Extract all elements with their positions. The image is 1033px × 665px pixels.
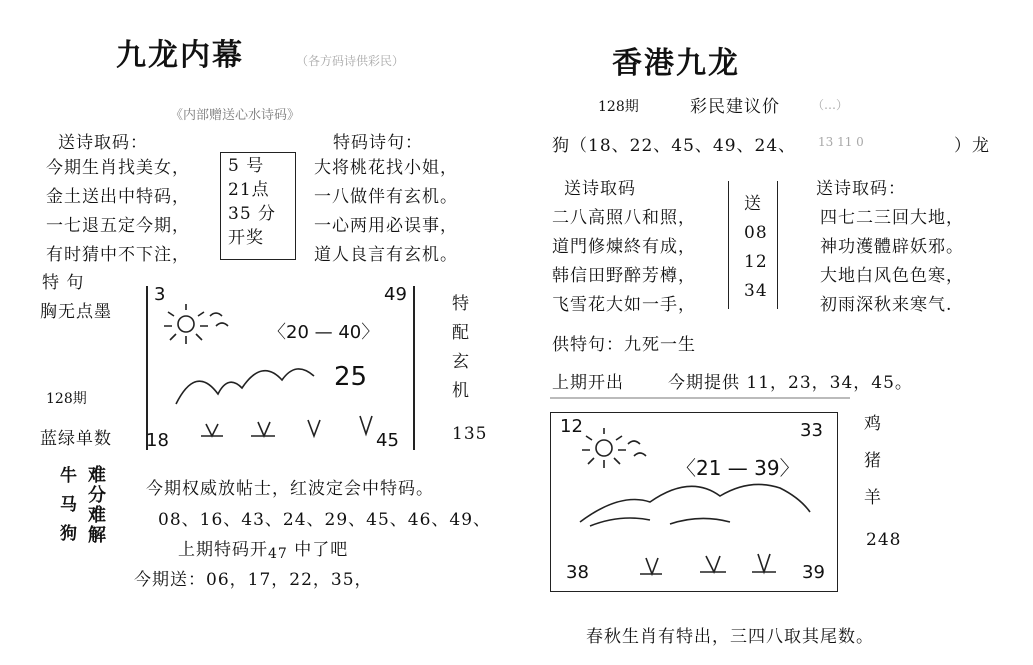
rdrawing-bottom-left-number: 38 [566,562,589,583]
time-number: 5 号 [228,156,265,176]
sun-icon [596,440,612,456]
difficulty-animals [60,462,77,549]
grass-icon [640,558,662,574]
internal-note: 《内部赠送心水诗码》 [170,108,301,123]
animal-ox: 牛 [60,466,77,486]
sun-rays-icon [164,304,208,344]
animal-dog: 狗 [60,524,77,544]
today-provide: 今期提供 11，23，34，45。 [668,373,913,393]
dog-line-faint: 13 11 0 [818,135,864,149]
rdrawing-bottom-right-number: 39 [802,562,825,583]
special-phrase: 供特句：九死一生 [552,335,696,355]
mountain-icon [580,484,810,522]
vertical-char: 机 [452,381,470,401]
difficulty-char: 难 [88,465,106,486]
send-number-column [744,190,768,306]
drawing-range: 〈20 — 40〉 [268,322,380,343]
sun-rays-icon [582,428,626,468]
left-issue: 128期 [46,391,87,407]
last-special-number: 47 [268,546,288,562]
time-draw: 开奖 [228,228,264,248]
authority-line: 今期权威放帖士，红波定会中特码。 [146,479,434,499]
vertical-char: 配 [452,323,470,343]
send-number: 12 [744,252,768,272]
suggest-faint: （…） [812,98,849,112]
difficulty-char: 难 [88,505,106,526]
divider [550,397,850,399]
vertical-char: 玄 [452,352,470,372]
poem-line: 飞雪花大如一手， [552,295,696,315]
bottom-line: 春秋生肖有特出，三四八取其尾数。 [586,627,874,647]
send-number: 34 [744,281,768,301]
left-subtitle: （各方码诗供彩民） [296,54,405,68]
drawing-mid-number: 25 [334,362,368,392]
dragon-end: ）龙 [954,136,990,156]
poem-line: 一七退五定今期， [46,216,190,236]
poem-line: 今期生肖找美女， [46,158,190,178]
grass-icon [360,416,372,434]
grass-icon [201,424,223,436]
grass-icon [700,556,726,572]
last-special-prefix: 上期特码开 [178,540,268,560]
poem-line: 二八高照八和照， [552,208,696,228]
difficulty-char: 解 [88,525,106,546]
special-match-vertical [452,290,470,406]
special-line-text: 胸无点墨 [40,302,112,322]
cloud-icon [628,441,646,456]
right-side-animals [864,406,882,517]
poem-line: 一心两用必误事， [314,216,458,236]
mountain-detail-icon [590,518,730,526]
animal-pig: 猪 [864,451,882,471]
special-poem-label: 特码诗句： [333,133,423,153]
difficulty-words [88,466,106,546]
vertical-char: 特 [452,294,470,314]
special-line-label: 特 句 [42,273,85,293]
drawing-bottom-left-number: 18 [146,430,169,451]
poem-line: 韩信田野醉芳樽， [552,266,696,286]
send-number: 08 [744,223,768,243]
left-sketch [146,286,414,450]
poem-line: 一八做伴有玄机。 [314,187,458,207]
right-side-number: 248 [866,530,902,550]
poem-line: 初雨深秋来寒气. [820,295,953,315]
time-hour: 21点 [228,180,270,200]
grass-icon [752,554,776,572]
draw-time-text [228,154,276,250]
right-poem-left-column [552,204,696,320]
right-send-poem-right: 送诗取码： [816,179,906,199]
poem-line: 有时猜中不下注， [46,245,190,265]
rdrawing-range: 〈21 — 39〉 [676,456,800,480]
drawing-bottom-right-number: 45 [376,430,399,451]
poem-line: 道門修煉終有成， [552,237,696,257]
cloud-icon [210,313,228,326]
send-label: 送 [744,194,762,214]
suggest-label: 彩民建议价 [690,97,780,117]
animal-goat: 羊 [864,488,882,508]
animal-rooster: 鸡 [864,414,882,434]
right-issue: 128期 [598,99,639,115]
rdrawing-top-left-number: 12 [560,416,583,437]
drawing-top-left-number: 3 [154,284,166,305]
drawing-top-right-number: 49 [384,284,407,305]
poem-line: 四七二三回大地， [820,208,964,228]
blue-green-odd: 蓝绿单数 [40,429,112,449]
sun-icon [178,316,194,332]
right-send-poem-left: 送诗取码 [564,179,636,199]
last-special-suffix: 中了吧 [287,540,349,560]
dog-line: 狗（18、22、45、49、24、 [552,136,797,156]
right-poem-right-column [820,204,964,320]
poem-line: 金土送出中特码， [46,187,190,207]
rdrawing-top-right-number: 33 [800,420,823,441]
difficulty-char: 分 [88,485,106,506]
send-poem-label: 送诗取码： [58,133,148,153]
right-poem-column [314,154,458,270]
poem-line: 道人良言有玄机。 [314,245,458,265]
time-minute: 35 分 [228,204,277,224]
grass-icon [308,420,320,436]
mountain-icon [176,369,314,404]
last-open-label: 上期开出 [552,373,624,393]
numbers-line: 08、16、43、24、29、45、46、49、 [158,510,492,530]
right-sketch [550,412,836,590]
today-send-line: 今期送：06，17，22，35， [134,570,373,590]
grass-icon [251,422,275,436]
left-poem-column [46,154,190,270]
left-title: 九龙内幕 [116,38,244,73]
poem-line: 大地白风色色寒， [820,266,964,286]
last-special-line [178,535,348,562]
poem-line: 神功濩體辟妖邪。 [820,237,964,257]
left-side-number: 135 [452,424,488,444]
animal-horse: 马 [60,495,77,515]
poem-line: 大将桃花找小姐， [314,158,458,178]
right-title: 香港九龙 [612,46,740,81]
